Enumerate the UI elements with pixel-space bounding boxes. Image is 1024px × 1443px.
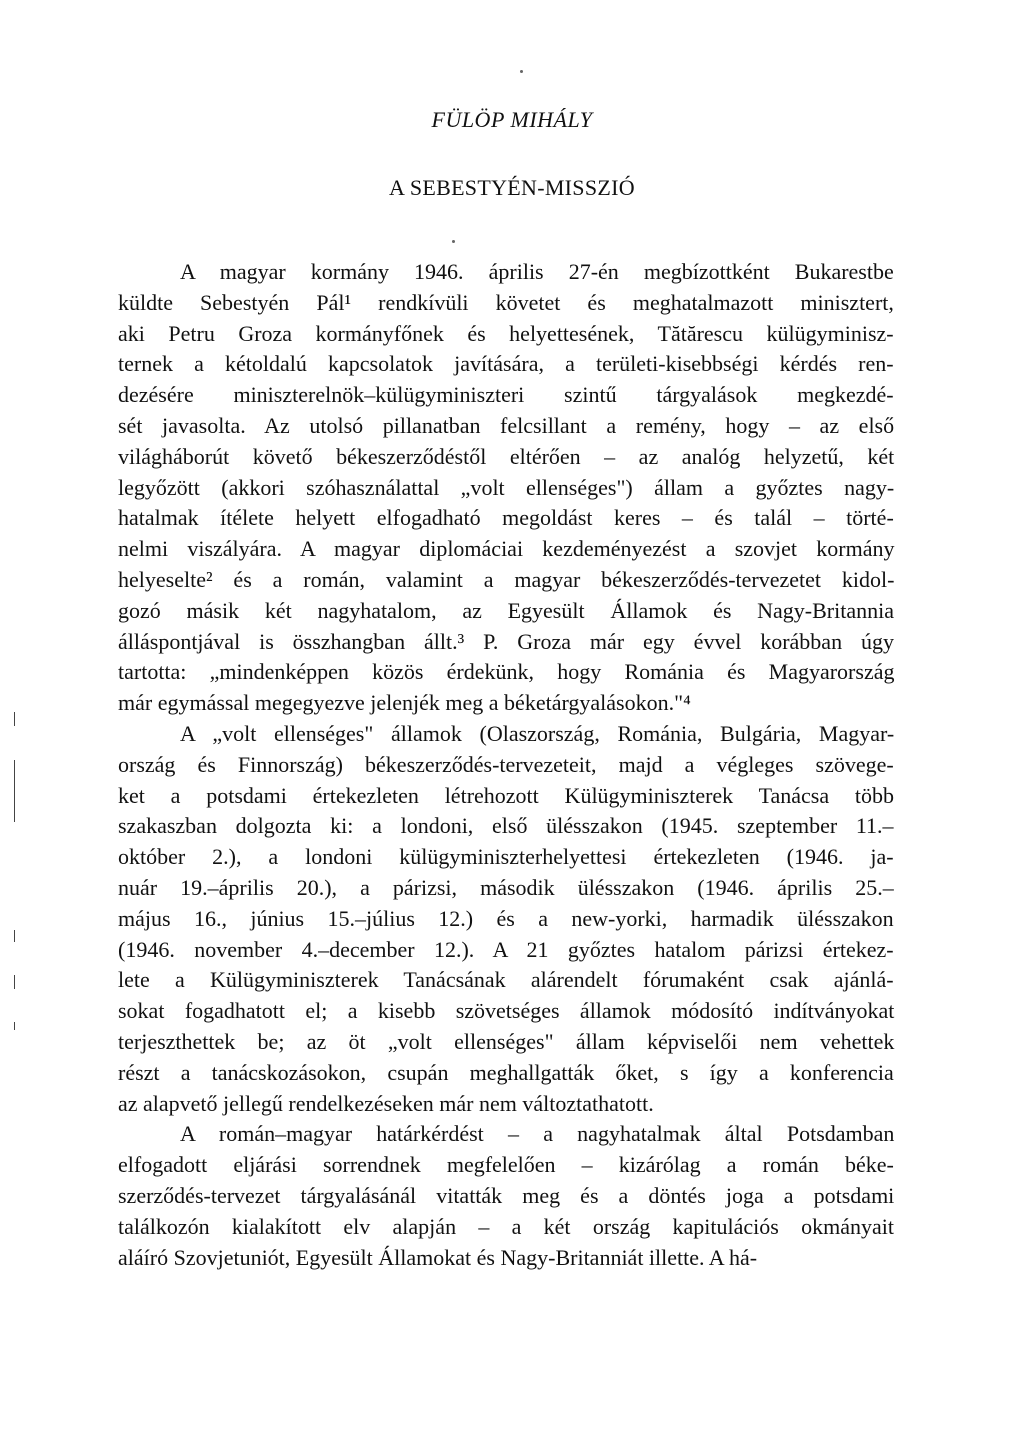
text-line: küldte Sebestyén Pál¹ rendkívüli követet és meghatalmazott minisztert, <box>118 289 894 315</box>
text-line: ket a potsdami értekezleten létrehozott Külügyminiszterek Tanácsa több <box>118 782 894 808</box>
article-title: A SEBESTYÉN-MISSZIÓ <box>389 175 635 200</box>
text-line: szerződés-tervezet tárgyalásánál vitatták meg és a döntés joga a potsdami <box>118 1182 895 1208</box>
margin-mark <box>14 1022 15 1030</box>
margin-mark <box>14 930 15 942</box>
text-line: hatalmak ítélete helyett elfogadható megoldást keres – és talál – törté- <box>118 505 894 531</box>
text-line: álláspontjával is összhangban állt.³ P. Groza már egy évvel korábban úgy <box>118 628 894 654</box>
text-line: találkozón kialakított elv alapján – a két ország kapitulációs okmányait <box>118 1213 894 1239</box>
text-line: A magyar kormány 1946. április 27-én megbízottként Bukarestbe <box>180 259 894 284</box>
text-line: A román–magyar határkérdést – a nagyhatalmak által Potsdamban <box>180 1121 895 1147</box>
text-line: ország és Finnország) békeszerződés-tervezeteit, majd a végleges szövege- <box>118 751 894 777</box>
margin-mark <box>14 975 15 989</box>
text-line: október 2.), a londoni külügyminiszterhelyettesi értekezleten (1946. ja- <box>118 844 894 870</box>
article-body <box>118 257 894 1273</box>
text-line: részt a tanácskozásokon, csupán meghallgatták őket, s így a konferencia <box>118 1059 894 1085</box>
text-line: dezésére miniszterelnök–külügyminiszteri szintű tárgyalások megkezdé- <box>118 382 894 408</box>
text-line: legyőzött (akkori szóhasználattal „volt ellenséges") állam a győztes nagy- <box>118 474 895 500</box>
margin-mark <box>14 760 15 822</box>
text-line: világháborút követő békeszerződéstől eltérően – az analóg helyzetű, két <box>118 443 895 469</box>
text-line: már egymással megegyezve jelenjék meg a béketárgyalásokon."⁴ <box>118 690 691 716</box>
text-line: (1946. november 4.–december 12.). A 21 győztes hatalom párizsi értekez- <box>118 936 894 962</box>
text-line: május 16., június 15.–július 12.) és a new-yorki, harmadik ülésszakon <box>118 905 894 931</box>
text-line: lete a Külügyminiszterek Tanácsának alárendelt fórumaként csak ajánlá- <box>118 967 894 993</box>
margin-mark <box>14 712 15 726</box>
text-line: nuár 19.–április 20.), a párizsi, második ülésszakon (1946. április 25.– <box>118 874 894 900</box>
scan-speck <box>520 70 523 73</box>
text-line: elfogadott eljárási sorrendnek megfelelően – kizárólag a román béke- <box>118 1152 894 1178</box>
paragraph <box>118 257 894 719</box>
scan-speck <box>452 240 455 243</box>
text-line: gozó másik két nagyhatalom, az Egyesült Államok és Nagy-Britannia <box>118 597 895 623</box>
text-line: aláíró Szovjetuniót, Egyesült Államokat és Nagy-Britanniát illette. A há- <box>118 1244 758 1270</box>
text-line: szakaszban dolgozta ki: a londoni, első ülésszakon (1945. szeptember 11.– <box>118 813 894 839</box>
text-line: sét javasolta. Az utolsó pillanatban felcsillant a remény, hogy – az első <box>118 412 895 438</box>
text-line: terjeszthettek be; az öt „volt ellenséges" állam képviselői nem vehettek <box>118 1028 895 1054</box>
text-line: A „volt ellenséges" államok (Olaszország, Románia, Bulgária, Magyar- <box>180 720 895 746</box>
text-line: helyeselte² és a román, valamint a magyar békeszerződés-tervezetet kidol- <box>118 566 895 592</box>
text-line: tartotta: „mindenképpen közös érdekünk, hogy Románia és Magyarország <box>118 659 895 685</box>
paragraph <box>118 1119 894 1273</box>
text-line: nelmi viszályára. A magyar diplomáciai kezdeményezést a szovjet kormány <box>118 536 895 562</box>
text-line: sokat fogadhatott el; a kisebb szövetséges államok módosító indítványokat <box>118 998 895 1024</box>
author-name: FÜLÖP MIHÁLY <box>431 107 593 132</box>
paragraph <box>118 719 894 1119</box>
text-line: aki Petru Groza kormányfőnek és helyettesének, Tătărescu külügyminisz- <box>118 320 894 346</box>
text-line: ternek a kétoldalú kapcsolatok javítására, a területi-kisebbségi kérdés ren- <box>118 351 894 377</box>
text-line: az alapvető jellegű rendelkezéseken már nem változtathatott. <box>118 1090 654 1116</box>
